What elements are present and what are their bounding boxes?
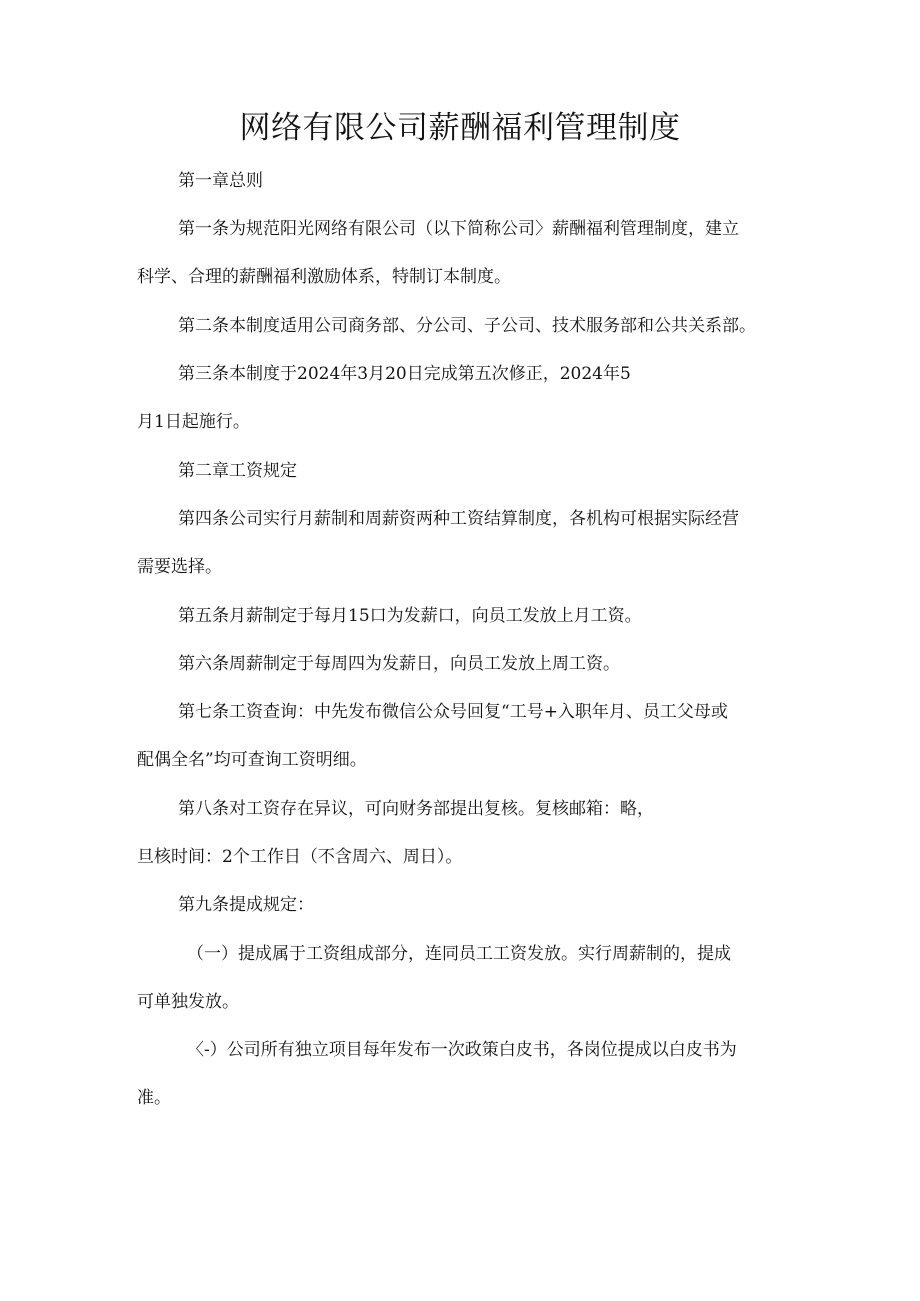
chapter-heading: 第二章工资规定: [178, 461, 297, 481]
article-9-item-1-line-2: 可单独发放。: [137, 992, 239, 1012]
article-5: 第五条月薪制定于每月15口为发薪口，向员工发放上月工资。: [178, 606, 642, 626]
article-4-line-2: 需要选择。: [137, 557, 222, 577]
article-4-line-1: 第四条公司实行月薪制和周薪资两种工资结算制度，各机构可根据实际经营: [178, 509, 739, 529]
article-3-line-2: 月1日起施行。: [137, 412, 250, 432]
article-2: 第二条本制度适用公司商务部、分公司、子公司、技术服务部和公共关系部。: [178, 316, 756, 336]
article-8-line-1: 第八条对工资存在异议，可向财务部提出复核。复核邮箱：略，: [178, 799, 654, 819]
article-9: 第九条提成规定：: [178, 895, 314, 915]
article-1-line-2: 科学、合理的薪酬福利激励体系，特制订本制度。: [137, 267, 511, 287]
document-title: 网络有限公司薪酬福利管理制度: [239, 110, 681, 146]
article-3-line-1: 第三条本制度于2024年3月20日完成第五次修正，2024年5: [178, 364, 631, 384]
article-8-line-2: 旦核时间：2个工作日（不含周六、周日）。: [137, 847, 463, 867]
article-6: 第六条周薪制定于每周四为发薪日，向员工发放上周工资。: [178, 654, 620, 674]
article-9-item-1-line-1: （一）提成属于工资组成部分，连同员工工资发放。实行周薪制的，提成: [187, 944, 731, 964]
article-7-line-2: 配偶全名”均可查询工资明细。: [137, 750, 367, 770]
chapter-heading: 第一章总则: [178, 171, 263, 191]
article-7-line-1: 第七条工资查询：中先发布微信公众号回复“工号+入职年月、员工父母或: [178, 702, 728, 722]
article-9-item-2-line-1: 〈-）公司所有独立项目每年发布一次政策白皮书，各岗位提成以白皮书为: [187, 1040, 737, 1060]
article-1-line-1: 第一条为规范阳光网络有限公司（以下简称公司〉薪酬福利管理制度，建立: [178, 219, 739, 239]
article-9-item-2-line-2: 准。: [137, 1088, 171, 1108]
